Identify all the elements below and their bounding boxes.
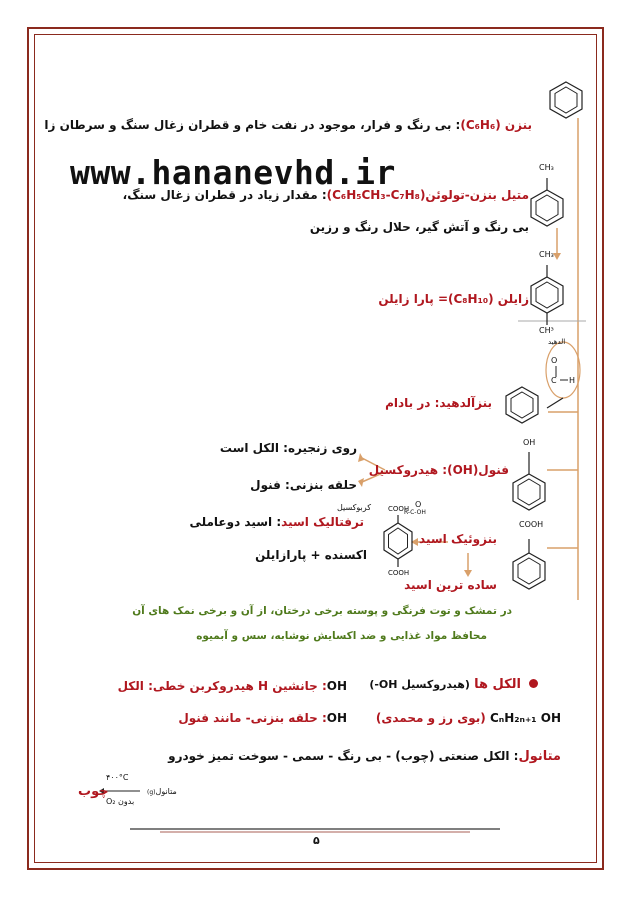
xylene-ring [531,265,563,325]
terephthalic-cooh-top: COOH [388,505,410,513]
toluene-title: متیل بنزن-تولوئن(C₆H₅CH₃-C₇H₈) [326,188,529,202]
benzoic-info-2: محافظ مواد غذایی و ضد اکسایش نوشابه، سس و آبمیوه [196,630,487,642]
benzoic-simplest: ساده ترین اسید [404,578,497,592]
methanol-product [147,787,177,796]
aldehyde-o: O [551,356,558,365]
terephthalic-use: اکسنده + پارازایلن [255,548,367,562]
wood-label: چوب [78,784,109,799]
methanol-title: متانول [518,749,561,764]
alcohols-row1-right [118,679,347,693]
alcohols-row2-left [376,711,561,725]
xylene-ch3-bottom-label: CH³ [539,326,554,335]
phenol-title: فنول(OH) [447,463,509,477]
alcohols-row2-right [178,711,347,725]
alcohols-heading-line [369,677,521,692]
oh-label-2: OH [326,711,347,725]
page-number: ۵ [313,834,320,847]
benzaldehyde-description: : در بادام [385,396,440,410]
oh-label-1: OH [326,679,347,693]
aldehyde-h: H [569,376,576,385]
formula-o: O [415,500,422,509]
xylene-ch3-top-label: CH₃ [539,250,554,259]
phenol-on-chain: روی زنجیره: الکل است [219,441,357,455]
toluene-description-2: بی رنگ و آتش گیر، حلال رنگ و رزین [309,220,529,234]
toluene-ring [531,178,563,226]
terephthalic-description: : اسید دوعاملی [189,515,282,529]
terephthalic-ring [384,515,412,567]
methanol-line [168,749,561,764]
phenol-line [369,463,509,477]
benzene-ring [550,82,582,118]
reaction-condition: بدون O₂ [106,797,135,806]
carboxyl-label: کربوکسیل [337,503,371,512]
alkyl-formula: CₙH₂ₙ₊₁ OH [489,711,561,725]
alcohols-row1-right-text: : جانشین H هیدروکربن خطی: الکل [117,679,327,693]
phenol-description: : هیدروکسیل [368,463,448,477]
alkyl-formula-note: (بوی رز و محمدی) [375,711,486,725]
alcohols-bullet [529,679,538,688]
benzoic-title: بنزوئیک اسید [419,532,497,546]
benzoic-ring [513,539,545,589]
methanol-product-state: (g) [147,789,156,796]
phenol-ring [513,452,545,510]
reaction-temperature: ۴۰۰°C [106,773,129,782]
terephthalic-line [189,515,364,529]
alcohols-heading-sub: (هیدروکسیل OH-) [369,678,470,691]
toluene-line [123,188,529,202]
benzaldehyde-ring [506,387,538,423]
aldehyde-c: C [551,376,557,385]
carboxyl-formula: R-C-OH [404,509,426,516]
benzoic-cooh-label: COOH [519,520,544,529]
toluene-ch3-label: CH₃ [539,163,554,172]
benzene-line [44,118,532,132]
benzene-description: : بی رنگ و فرار، موجود در نفت خام و قطران زغال سنگ و سرطان زا [44,118,461,132]
benzaldehyde-title: بنزآلدهید [439,396,492,410]
toluene-description: : مقدار زیاد در قطران زغال سنگ، [122,188,327,202]
terephthalic-cooh-bottom: COOH [388,569,410,577]
phenol-on-ring: حلقه بنزنی: فنول [250,478,357,492]
aldehyde-label: الدهید [548,338,566,346]
methanol-product-name: متانول [155,787,177,796]
benzaldehyde-line [385,396,492,410]
watermark: www.hananevhd.ir [70,153,396,192]
methanol-description: : الکل صنعتی (چوب) - بی رنگ - سمی - سوخت تمیز خودرو [168,749,519,763]
xylene-title: زایلن (C₈H₁₀) [448,292,529,306]
benzoic-info-1: در تمشک و توت فرنگی و پوسته برخی درختان، از آن و برخی نمک های آن [132,605,512,617]
phenol-oh-label: OH [523,438,536,447]
xylene-description: = پارا زایلن [378,292,448,306]
alcohols-heading: الکل ها [474,677,521,692]
alcohols-row2-right-text: : حلقه بنزنی- مانند فنول [178,711,327,725]
xylene-line [378,292,529,306]
terephthalic-title: ترفتالیک اسید [281,515,364,529]
benzene-formula: بنزن (C₆H₆) [460,118,532,132]
